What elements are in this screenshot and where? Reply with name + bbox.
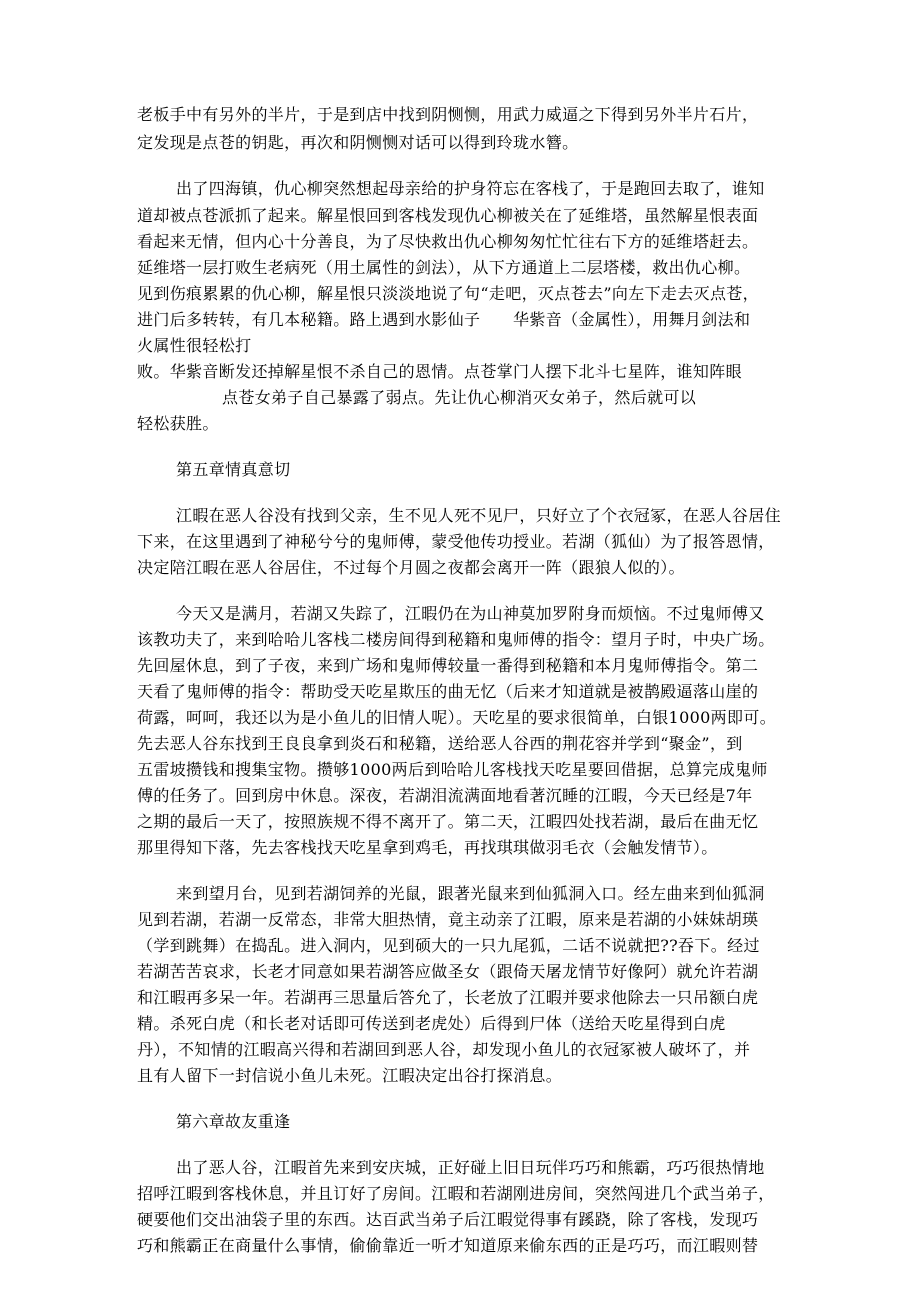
text-line: 之期的最后一天了，按照族规不得不离开了。第二天，江暇四处找若湖，最后在曲无忆: [137, 812, 759, 831]
chapter-heading-6: 第六章故友重逢: [176, 1112, 291, 1131]
text-line: （学到跳舞）在捣乱。进入洞内，见到硕大的一只九尾狐，二话不说就把??吞下。经过: [137, 936, 760, 955]
text-line: 点苍女弟子自己暴露了弱点。先让仇心柳消灭女弟子，然后就可以: [222, 388, 697, 407]
text-line: 先回屋休息，到了子夜，来到广场和鬼师傅较量一番得到秘籍和本月鬼师傅指令。第二: [137, 656, 759, 675]
text-line: 招呼江暇到客栈休息，并且订好了房间。江暇和若湖刚进房间，突然闯进几个武当弟子，: [137, 1184, 775, 1203]
text-line: 且有人留下一封信说小鱼儿未死。江暇决定出谷打探消息。: [137, 1066, 563, 1085]
paragraph-first-line: 今天又是满月，若湖又失踪了，江暇仍在为山神莫加罗附身而烦恼。不过鬼师傅又: [176, 604, 765, 623]
paragraph-first-line: 来到望月台，见到若湖饲养的光鼠，跟著光鼠来到仙狐洞入口。经左曲来到仙狐洞: [176, 884, 765, 903]
text-line: 和江暇再多呆一年。若湖再三思量后答允了，长老放了江暇并要求他除去一只吊额白虎: [137, 988, 759, 1007]
text-line: 精。杀死白虎（和长老对话即可传送到老虎处）后得到尸体（送给天吃星得到白虎: [137, 1014, 726, 1033]
text-line: 延维塔一层打败生老病死（用土属性的剑法），从下方通道上二层塔楼，救出仇心柳。: [137, 258, 751, 277]
paragraph-first-line: 江暇在恶人谷没有找到父亲，生不见人死不见尸，只好立了个衣冠冢，在恶人谷居住: [176, 506, 781, 525]
paragraph-first-line: 出了恶人谷，江暇首先来到安庆城，正好碰上旧日玩伴巧巧和熊霸，巧巧很热情地: [176, 1158, 765, 1177]
text-line: 傅的任务了。回到房中休息。深夜，若湖泪流满面地看著沉睡的江暇，今天已经是7年: [137, 786, 753, 805]
chapter-heading-5: 第五章情真意切: [176, 460, 291, 479]
text-line: 下来，在这里遇到了神秘兮兮的鬼师傅，蒙受他传功授业。若湖（狐仙）为了报答恩情，: [137, 532, 775, 551]
text-line: 该教功夫了，来到哈哈儿客栈二楼房间得到秘籍和鬼师傅的指令：望月子时，中央广场。: [137, 630, 775, 649]
text-line: 败。华紫音断发还掉解星恨不杀自己的恩情。点苍掌门人摆下北斗七星阵，谁知阵眼: [137, 362, 742, 381]
text-line: 进门后多转转，有几本秘籍。路上遇到水影仙子 华紫音（金属性），用舞月剑法和: [137, 310, 751, 329]
text-line: 硬要他们交出油袋子里的东西。达百武当弟子后江暇觉得事有蹊跷，除了客栈，发现巧: [137, 1210, 759, 1229]
text-line: 道却被点苍派抓了起来。解星恨回到客栈发现仇心柳被关在了延维塔，虽然解星恨表面: [137, 206, 759, 225]
text-line: 五雷坡攒钱和搜集宝物。攒够1000两后到哈哈儿客栈找天吃星要回借据，总算完成鬼师: [137, 760, 768, 779]
text-line: 看起来无情，但内心十分善良，为了尽快救出仇心柳匆匆忙忙往右下方的延维塔赶去。: [137, 232, 759, 251]
text-line: 荷露，呵呵，我还以为是小鱼儿的旧情人呢）。天吃星的要求很简单，白银1000两即可。: [137, 708, 777, 727]
text-line: 天看了鬼师傅的指令：帮助受天吃星欺压的曲无忆（后来才知道就是被鹊殿逼落山崖的: [137, 682, 759, 701]
text-line: 见到伤痕累累的仇心柳，解星恨只淡淡地说了句“走吧，灭点苍去”向左下走去灭点苍，: [137, 284, 760, 303]
text-line: 老板手中有另外的半片，于是到店中找到阴恻恻，用武力威逼之下得到另外半片石片，: [137, 105, 759, 124]
text-line: 先去恶人谷东找到王良良拿到炎石和秘籍，送给恶人谷西的荆花容并学到“聚金”，到: [137, 734, 743, 753]
text-line: 若湖苦苦哀求，长老才同意如果若湖答应做圣女（跟倚天屠龙情节好像阿）就允许若湖: [137, 962, 759, 981]
text-line: 见到若湖，若湖一反常态，非常大胆热情，竟主动亲了江暇，原来是若湖的小妹妹胡瑛: [137, 910, 759, 929]
text-line: 火属性很轻松打: [137, 336, 252, 355]
text-line: 丹），不知情的江暇高兴得和若湖回到恶人谷，却发现小鱼儿的衣冠冢被人破坏了，并: [137, 1040, 751, 1059]
text-line: 那里得知下落，先去客栈找天吃星拿到鸡毛，再找琪琪做羽毛衣（会触发情节）。: [137, 838, 718, 857]
paragraph-first-line: 出了四海镇，仇心柳突然想起母亲给的护身符忘在客栈了，于是跑回去取了，谁知: [176, 179, 765, 198]
text-line: 定发现是点苍的钥匙，再次和阴恻恻对话可以得到玲珑水簪。: [137, 133, 579, 152]
text-line: 轻松获胜。: [137, 414, 219, 433]
text-line: 决定陪江暇在恶人谷居住，不过每个月圆之夜都会离开一阵（跟狼人似的）。: [137, 558, 685, 577]
text-line: 巧和熊霸正在商量什么事情，偷偷靠近一听才知道原来偷东西的正是巧巧，而江暇则替: [137, 1236, 759, 1255]
